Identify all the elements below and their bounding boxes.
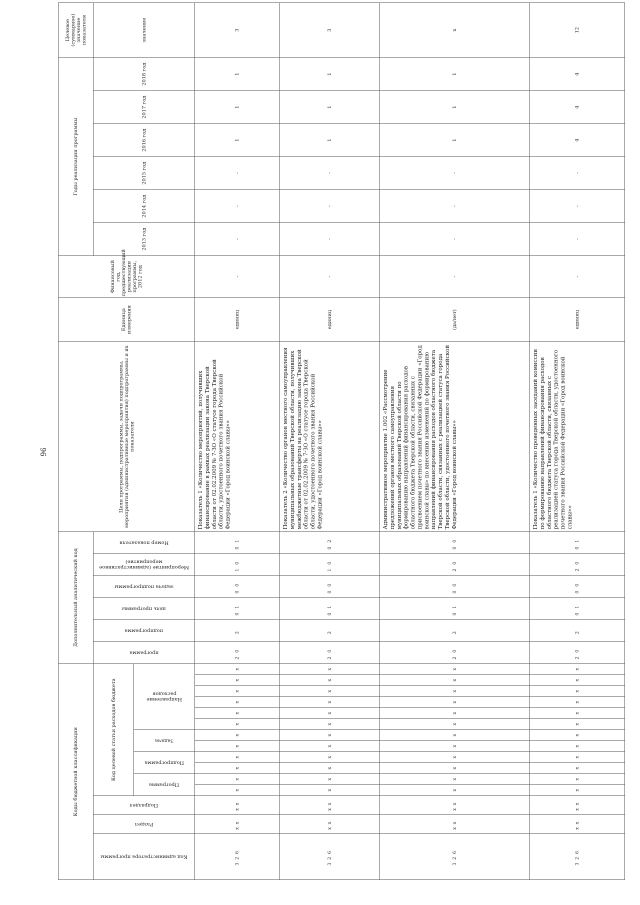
base-year-cell: - [280, 256, 380, 298]
code-digit: 0 [452, 608, 458, 616]
csr-code-cell: x [530, 675, 625, 686]
csr-code-cell: x [280, 763, 380, 774]
gody-header: Годы реализации программы [58, 58, 93, 256]
csr-code-cell: x [530, 719, 625, 730]
zadacha-cell [195, 576, 280, 598]
meropriyatie-cell [195, 554, 280, 576]
header-row-1 [58, 3, 93, 880]
podprogramma-dop-cell [280, 620, 380, 642]
code-digit: 2 [234, 652, 240, 660]
csr-code-cell: x [195, 675, 280, 686]
code-digit: 0 [327, 608, 333, 616]
celevoe-header: Целевое (суммарное) значение показателя [58, 3, 93, 58]
csr-code-cell: x [380, 708, 530, 719]
podrazdel-header: Подраздел [93, 796, 195, 815]
code-digit: 2 [452, 627, 458, 635]
razdel-header: Раздел [93, 815, 195, 834]
csr-code-cell: x [380, 664, 530, 675]
year-value-cell: 1 [380, 124, 530, 157]
year-2014-header: 2014 год [93, 190, 195, 223]
code-digit: x [452, 799, 458, 806]
nomer-pokaz-cell [530, 532, 625, 554]
podrazdel-cell [380, 796, 530, 815]
page-number: 96 [38, 447, 47, 457]
code-digit: 0 [574, 586, 580, 594]
podprogramma-dop-cell [195, 620, 280, 642]
year-value-cell: 1 [380, 91, 530, 124]
csr-code-cell: x [195, 686, 280, 697]
year-2016-header: 2016 год [93, 124, 195, 157]
year-value-cell: 4 [530, 58, 625, 91]
code-digit: 2 [327, 627, 333, 635]
code-digit: 1 [234, 564, 240, 572]
code-digit: 0 [234, 608, 240, 616]
code-digit: 1 [452, 601, 458, 609]
code-digit: 6 [574, 847, 580, 854]
fin-god-header: Финансовый год, предшествующий реализации программы, 2012 год [58, 256, 195, 298]
code-digit: x [327, 805, 333, 811]
cel-cell [280, 598, 380, 620]
csr-code-cell: x [195, 785, 280, 796]
code-digit: 2 [234, 853, 240, 860]
code-digit: 2 [327, 853, 333, 860]
code-digit: 0 [452, 579, 458, 587]
csr-code-cell: x [195, 752, 280, 763]
year-value-cell: - [380, 157, 530, 190]
year-value-cell: 1 [280, 124, 380, 157]
code-digit: 0 [327, 579, 333, 587]
year-value-cell: - [195, 190, 280, 223]
year-value-cell: - [530, 157, 625, 190]
razdel-cell [530, 815, 625, 834]
code-digit: x [574, 818, 580, 825]
year-value-cell: - [280, 190, 380, 223]
kody-bk-header: Коды бюджетной классификации [58, 664, 93, 880]
podrazdel-cell [280, 796, 380, 815]
podprogramma-dop-header: подпрограмма [93, 620, 195, 642]
year-value-cell: 4 [530, 124, 625, 157]
code-digit: x [452, 805, 458, 811]
csr-code-cell: x [380, 730, 530, 741]
code-digit: 0 [574, 542, 580, 550]
code-digit: 0 [327, 557, 333, 565]
csr-code-cell: x [280, 730, 380, 741]
csr-code-cell: x [380, 752, 530, 763]
zadacha-csr-header: Задача [134, 730, 195, 752]
year-value-cell: 1 [195, 91, 280, 124]
razdel-cell [380, 815, 530, 834]
code-digit: x [452, 824, 458, 830]
year-2015-header: 2015 год [93, 157, 195, 190]
podrazdel-cell [530, 796, 625, 815]
year-value-cell: 1 [280, 91, 380, 124]
code-digit: 6 [452, 847, 458, 854]
csr-code-cell: x [380, 686, 530, 697]
podrazdel-cell [195, 796, 280, 815]
year-value-cell: - [530, 223, 625, 256]
code-digit: x [327, 824, 333, 830]
code-digit: 0 [327, 586, 333, 594]
year-value-cell: 1 [280, 58, 380, 91]
zadacha-cell [530, 576, 625, 598]
year-2017-header: 2017 год [93, 91, 195, 124]
csr-code-cell: x [195, 664, 280, 675]
document-table-wrapper [58, 10, 625, 880]
csr-code-cell: x [380, 697, 530, 708]
kod-admin-header: Код администратора программы [93, 834, 195, 880]
unit-cell: (да/нет) [380, 298, 530, 342]
table-row [530, 3, 625, 880]
code-digit: x [234, 824, 240, 830]
code-digit: 3 [452, 859, 458, 866]
zadacha-cell [380, 576, 530, 598]
code-digit: 0 [574, 608, 580, 616]
code-digit: 2 [452, 564, 458, 572]
year-2013-header: 2013 год [93, 223, 195, 256]
code-digit: 3 [327, 859, 333, 866]
code-digit: 2 [234, 627, 240, 635]
base-year-cell: - [195, 256, 280, 298]
csr-code-cell: x [195, 719, 280, 730]
code-digit: x [327, 799, 333, 806]
meropriyatie-cell [380, 554, 530, 576]
code-digit: 0 [234, 542, 240, 550]
unit-cell: единиц [195, 298, 280, 342]
csr-code-cell: x [380, 675, 530, 686]
meropriyatie-header: Мероприятие (административное мероприятие) [93, 554, 195, 576]
year-value-cell: - [380, 190, 530, 223]
csr-code-cell: x [380, 774, 530, 785]
csr-code-cell: x [280, 785, 380, 796]
podprogramma-dop-cell [530, 620, 625, 642]
razdel-cell [195, 815, 280, 834]
naimenovanie-header: Цели программы, подпрограммы, задачи подпрограммы, мероприятия (административные мероприятия) подпрограммы и их показатели [58, 342, 195, 532]
program-table [58, 2, 625, 880]
code-digit: 6 [327, 847, 333, 854]
csr-code-cell: x [380, 741, 530, 752]
table-row [195, 3, 280, 880]
year-value-cell: 1 [195, 124, 280, 157]
code-digit: 1 [327, 601, 333, 609]
code-digit: 0 [452, 645, 458, 653]
base-year-cell: - [380, 256, 530, 298]
code-digit: 1 [574, 601, 580, 609]
code-digit: 0 [234, 557, 240, 565]
code-digit: 2 [452, 652, 458, 660]
kod-csr-header: Код целевой статьи расходов бюджета [93, 664, 134, 796]
csr-code-cell: x [195, 708, 280, 719]
code-digit: x [574, 824, 580, 830]
code-digit: 2 [574, 853, 580, 860]
zadacha-cell [280, 576, 380, 598]
target-value-cell: x [380, 3, 530, 58]
code-digit: x [574, 805, 580, 811]
cel-cell [195, 598, 280, 620]
cel-programmy-header: цель программы [93, 598, 195, 620]
year-value-cell: 4 [530, 91, 625, 124]
code-digit: 3 [574, 859, 580, 866]
table-row [280, 3, 380, 880]
csr-code-cell: x [195, 730, 280, 741]
code-digit: 1 [574, 535, 580, 543]
programma-dop-header: программа [93, 642, 195, 664]
csr-code-cell: x [530, 730, 625, 741]
table-row [380, 3, 530, 880]
code-digit: 0 [234, 645, 240, 653]
csr-code-cell: x [380, 719, 530, 730]
kod-admin-cell [530, 834, 625, 880]
razdel-cell [280, 815, 380, 834]
code-digit: x [574, 799, 580, 806]
year-value-cell: - [195, 223, 280, 256]
napravlenie-header: Направление расходов [134, 664, 195, 730]
indicator-description: Показатель 1 «Количество проведенных заседаний комиссии по формированию направлений финансирования расходов областного бюджета Тверской области, связанных с реализацией статуса города Тверской области, удостоенного почетного звания Российской Федерации «Город воинской славы»» [530, 342, 625, 532]
code-digit: 0 [452, 535, 458, 543]
code-digit: 0 [574, 557, 580, 565]
year-value-cell: 1 [380, 58, 530, 91]
csr-code-cell: x [530, 785, 625, 796]
csr-code-cell: x [195, 763, 280, 774]
target-value-cell: 3 [280, 3, 380, 58]
csr-code-cell: x [530, 697, 625, 708]
code-digit: 2 [452, 853, 458, 860]
programma-dop-cell [280, 642, 380, 664]
code-digit: x [234, 799, 240, 806]
code-digit: 0 [327, 645, 333, 653]
kod-admin-cell [195, 834, 280, 880]
programma-dop-cell [195, 642, 280, 664]
base-year-cell: - [530, 256, 625, 298]
code-digit: 0 [452, 557, 458, 565]
csr-code-cell: x [280, 719, 380, 730]
nomer-pokaz-cell [195, 532, 280, 554]
csr-code-cell: x [280, 686, 380, 697]
csr-code-cell: x [280, 752, 380, 763]
year-value-cell: - [280, 157, 380, 190]
csr-code-cell: x [280, 675, 380, 686]
code-digit: x [452, 818, 458, 825]
unit-header: Единица измерения [58, 298, 195, 342]
code-digit: 1 [234, 601, 240, 609]
csr-code-cell: x [195, 774, 280, 785]
csr-code-cell: x [530, 774, 625, 785]
meropriyatie-cell [280, 554, 380, 576]
code-digit: 2 [574, 652, 580, 660]
code-digit: 1 [234, 535, 240, 543]
code-digit: 1 [327, 564, 333, 572]
indicator-description: Административное мероприятие 1.002 «Рассмотрение предложений органов местного самоуправления муниципальных образований Тверской области по формированию направлений финансирования расходов областного бюджета Тверской области, связанных с присвоением почетного звания Российской Федерации «Город воинской славы» по внесению изменений по формированию направлений финансирования расходов областного бюджета Тверской области, связанных с реализацией статуса города Тверской области, удостоенного почетного звания Российской Федерации «Город воинской славы»» [380, 342, 530, 532]
csr-code-cell: x [380, 763, 530, 774]
code-digit: 2 [574, 564, 580, 572]
csr-code-cell: x [280, 741, 380, 752]
csr-code-cell: x [280, 664, 380, 675]
programma-dop-cell [380, 642, 530, 664]
nomer-pokaz-cell [280, 532, 380, 554]
year-value-cell: - [530, 190, 625, 223]
unit-cell: единиц [280, 298, 380, 342]
meropriyatie-cell [530, 554, 625, 576]
code-digit: 0 [574, 645, 580, 653]
code-digit: 6 [234, 847, 240, 854]
csr-code-cell: x [280, 774, 380, 785]
dop-kod-header: Дополнительный аналитический код [58, 532, 93, 664]
csr-code-cell: x [530, 664, 625, 675]
indicator-description: Показатель 2 «Количество органов местного самоуправления муниципальных образований Тверской области, получивших межбюджетные трансферты на реализацию закона Тверской области от 02.02.2009 № 7-ЗО «О статусе города Тверской области, удостоенного почетного звания Российской Федерации «Город воинской славы»» [280, 342, 380, 532]
code-digit: x [234, 818, 240, 825]
code-digit: 2 [327, 652, 333, 660]
code-digit: 0 [452, 542, 458, 550]
code-digit: 2 [327, 535, 333, 543]
kod-admin-cell [380, 834, 530, 880]
unit-cell: единиц [530, 298, 625, 342]
csr-code-cell: x [380, 785, 530, 796]
podprogramma-dop-cell [380, 620, 530, 642]
nomer-pokaz-cell [380, 532, 530, 554]
year-value-cell: - [195, 157, 280, 190]
programma-csr-header: Программа [134, 774, 195, 796]
csr-code-cell: x [530, 741, 625, 752]
csr-code-cell: x [195, 741, 280, 752]
year-value-cell: - [280, 223, 380, 256]
year-2018-header: 2018 год [93, 58, 195, 91]
code-digit: 3 [234, 859, 240, 866]
csr-code-cell: x [280, 708, 380, 719]
indicator-description: Показатель 1 «Количество мероприятий, получивших финансирование в рамках реализации закона Тверской области от 02.02.2009 № 7-ЗО «О статусе города Тверской области, удостоенного почетного звания Российской Федерации «Город воинской славы»» [195, 342, 280, 532]
csr-code-cell: x [195, 697, 280, 708]
code-digit: 0 [234, 579, 240, 587]
csr-code-cell: x [530, 708, 625, 719]
kod-admin-cell [280, 834, 380, 880]
cel-cell [380, 598, 530, 620]
code-digit: 0 [452, 586, 458, 594]
code-digit: x [234, 805, 240, 811]
podprogramma-csr-header: Подпрограмма [134, 752, 195, 774]
code-digit: 0 [234, 586, 240, 594]
csr-code-cell: x [280, 697, 380, 708]
nomer-pokaz-header: Номер показателя [93, 532, 195, 554]
code-digit: x [327, 818, 333, 825]
year-value-cell: - [380, 223, 530, 256]
year-value-cell: 1 [195, 58, 280, 91]
code-digit: 2 [574, 627, 580, 635]
csr-code-cell: x [530, 752, 625, 763]
target-value-cell: 12 [530, 3, 625, 58]
csr-code-cell: x [530, 686, 625, 697]
target-value-cell: 3 [195, 3, 280, 58]
code-digit: 0 [574, 579, 580, 587]
programma-dop-cell [530, 642, 625, 664]
znachenie-header: значение [93, 3, 195, 58]
csr-code-cell: x [530, 763, 625, 774]
code-digit: 0 [327, 542, 333, 550]
zadacha-podpr-header: задача подпрограммы [93, 576, 195, 598]
cel-cell [530, 598, 625, 620]
